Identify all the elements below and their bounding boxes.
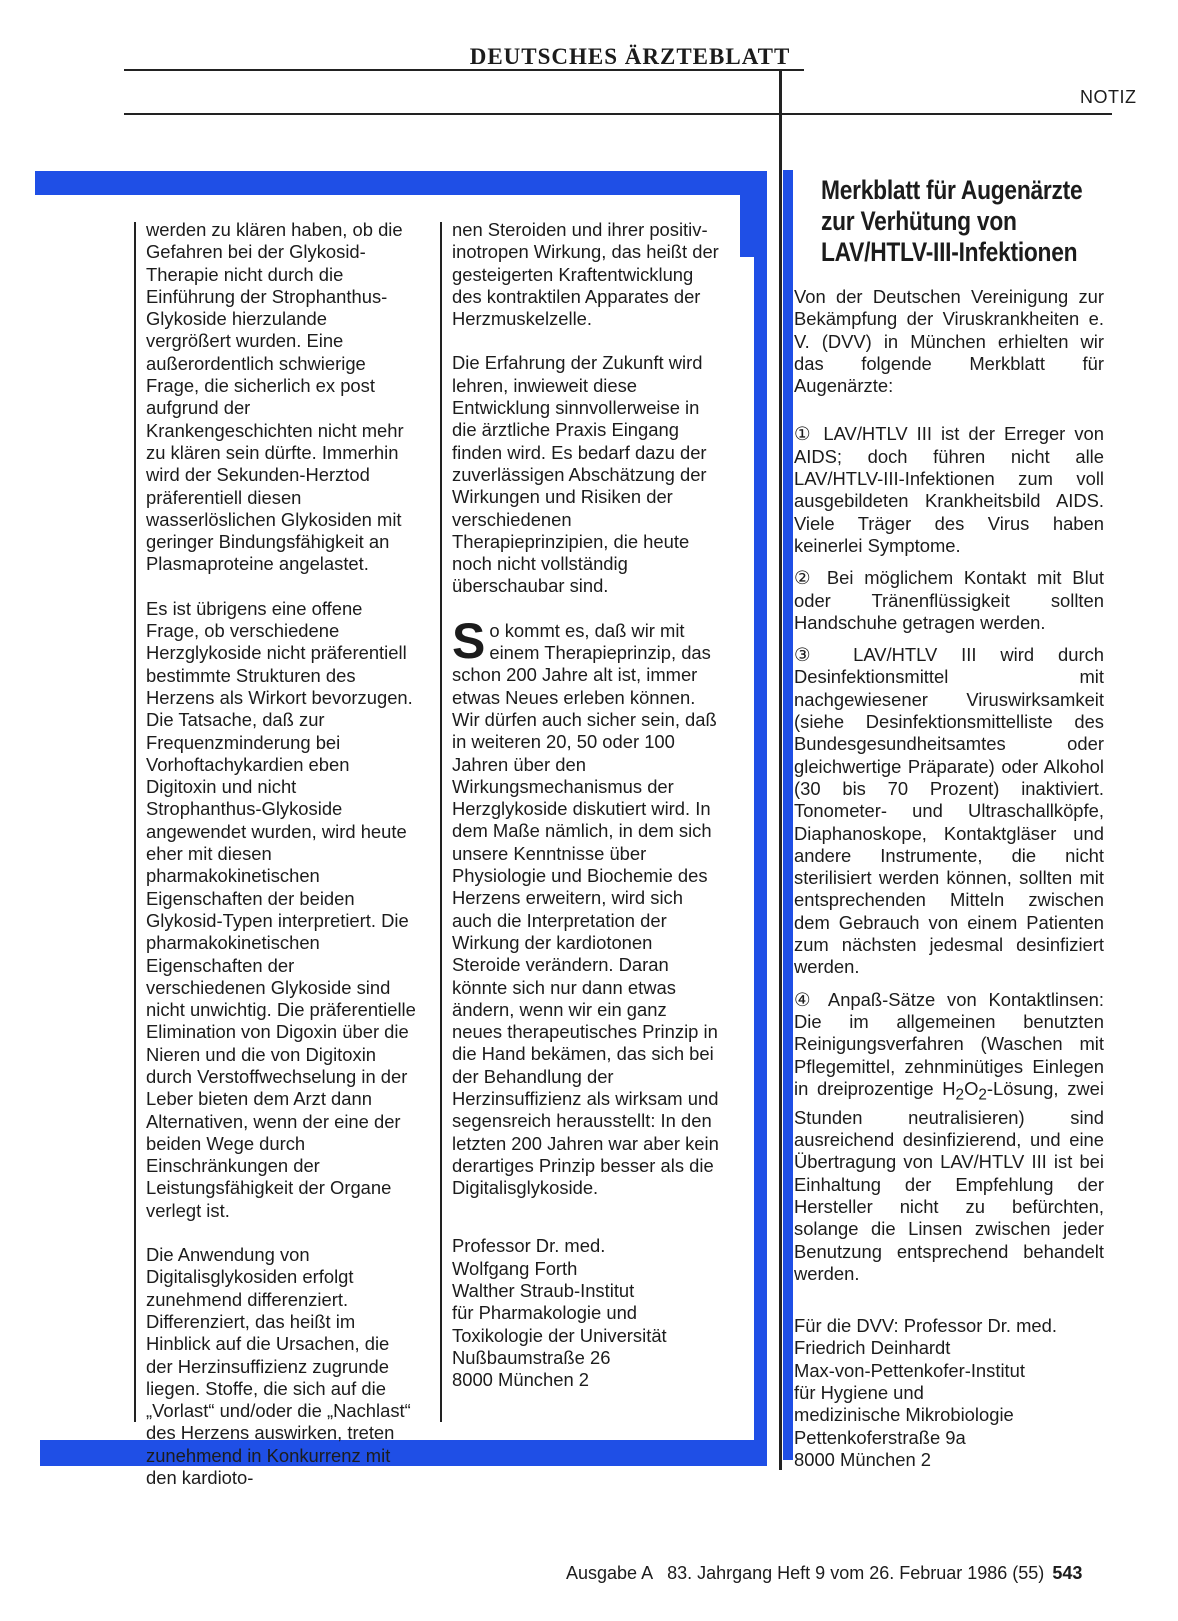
subscript: 2 — [978, 1086, 987, 1104]
paragraph: Die Erfahrung der Zukunft wird lehren, inwieweit diese Entwicklung sinnvollerweise in die ärztliche Praxis Eingang finden wird. Es bedarf dazu der zuverlässigen Abschätzung der Wirkungen und Risiken der verschiedenen Therapieprinzipien, die heute noch nicht vollständig überschaubar sind. — [452, 352, 707, 597]
signature-line: Pettenkoferstraße 9a — [794, 1426, 966, 1448]
sidebar-point-1: ① LAV/HTLV III ist der Erreger von AIDS; doch führen nicht alle LAV/HTLV-III-Infektionen zum voll ausgebildeten Krankheitsbild AIDS. Viele Träger des Virus haben keinerlei Symptome. — [794, 423, 1104, 556]
signature-line: 8000 München 2 — [794, 1448, 932, 1470]
author-line: für Pharmakologie und — [452, 1302, 638, 1324]
sidebar-body — [794, 286, 1104, 1471]
sidebar-point-4-text: O — [964, 1077, 979, 1099]
sidebar-point-4 — [794, 989, 1104, 1286]
paragraph: Es ist übrigens eine offene Frage, ob verschiedene Herzglykoside nicht präferentiell bestimmte Strukturen des Herzens als Wirkort bevorzugen. Die Tatsache, daß zur Frequenzminderung bei Vorhoftachykardien eben Digitoxin und nicht Strophanthus-Glykoside angewendet wurden, wird heute eher mit diesen pharmakokinetischen Eigenschaften der beiden Glykosid-Typen interpretiert. Die pharmakokinetischen Eigenschaften der verschiedenen Glykoside sind nicht unwichtig. Die präferentielle Elimination von Digoxin über die Nieren und die von Digitoxin durch Verstoffwechselung in der Leber bieten dem Arzt dann Alternativen, wenn der eine der beiden Wege durch Einschränkungen der Leistungsfähigkeit der Organe verlegt ist. — [146, 597, 416, 1221]
sidebar-title-line: Merkblatt für Augenärzte — [821, 175, 1083, 205]
dropcap-paragraph — [452, 612, 720, 1200]
paragraph: Die Anwendung von Digitalisglykosiden erfolgt zunehmend differenziert. Differenziert, das heißt im Hinblick auf die Ursachen, die der Herzinsuffizienz zugrunde liegen. Stoffe, die sich auf die „Vorlast“ und/oder die „Nachlast“ des Herzens auswirken, treten zunehmend in Konkurrenz mit den kardioto- — [146, 1244, 411, 1489]
author-line: Toxikologie der Universität — [452, 1324, 667, 1346]
sidebar-point-4-text: -Lösung, zwei Stunden neutralisieren) sind ausreichend desinfizierend, und eine Übertragung von LAV/HTLV III ist bei Einhaltung der Empfehlung der Hersteller nicht zu befürchten, solange die Linsen zwischen jeder Benutzung entsprechend behandelt werden. — [794, 1077, 1104, 1284]
sidebar-title-line: zur Verhütung von — [821, 206, 1017, 236]
middle-column-rule — [440, 222, 442, 1422]
left-column — [146, 219, 416, 1489]
sidebar-point-2: ② Bei möglichem Kontakt mit Blut oder Tränenflüssigkeit sollten Handschuhe getragen werden. — [794, 567, 1104, 633]
author-line: Professor Dr. med. — [452, 1235, 606, 1257]
header-rule — [124, 113, 1112, 115]
middle-column — [452, 219, 720, 1392]
author-block — [452, 1235, 720, 1391]
signature-line: Für die DVV: Professor Dr. med. — [794, 1315, 1057, 1337]
blue-bar-right-top — [740, 195, 767, 257]
signature-line: für Hygiene und — [794, 1382, 924, 1404]
subscript: 2 — [955, 1086, 965, 1104]
dropcap-paragraph-text: o kommt es, daß wir mit einem Therapieprinzip, das schon 200 Jahre alt ist, immer etwas Neues erleben können. Wir dürfen auch sicher sein, daß in weiteren 20, 50 oder 100 Jahren über den Wirkungsmechanismus der Herzglykoside diskutiert wird. In dem Maße nämlich, in dem sich unsere Kenntnisse über Physiologie und Biochemie des Herzens erweitern, wird sich auch die Interpretation der Wirkung der kardiotonen Steroide verändern. Daran könnte sich nur dann etwas ändern, wenn wir ein ganz neues therapeutisches Prinzip in die Hand bekämen, das sich bei der Behandlung der Herzinsuffizienz als wirksam und segensreich herausstellt: In den letzten 200 Jahren war aber kein derartiges Prinzip besser als die Digitalisglykoside. — [452, 619, 719, 1199]
signature-line: Friedrich Deinhardt — [794, 1337, 951, 1359]
left-column-rule — [134, 222, 136, 1422]
sidebar-signature — [794, 1315, 1104, 1471]
sidebar-title-line: LAV/HTLV-III-Infektionen — [821, 237, 1078, 267]
masthead-rule — [124, 69, 804, 71]
blue-bar-right — [754, 257, 767, 1440]
masthead: DEUTSCHES ÄRZTEBLATT — [469, 44, 791, 69]
author-line: Walther Straub-Institut — [452, 1280, 635, 1302]
blue-bar-top — [35, 171, 767, 195]
column-divider — [779, 70, 782, 1470]
section-label: NOTIZ — [1080, 87, 1137, 107]
author-line: Nußbaumstraße 26 — [452, 1346, 611, 1368]
sidebar-title — [821, 175, 1105, 268]
paragraph: nen Steroiden und ihrer positiv-inotropen Wirkung, das heißt der gesteigerten Kraftentwicklung des kontraktilen Apparates der Herzmuskelzelle. — [452, 219, 719, 330]
author-name: Wolfgang Forth — [452, 1257, 578, 1279]
blue-bar-far-right — [783, 170, 793, 1460]
signature-line: Max-von-Pettenkofer-Institut — [794, 1359, 1025, 1381]
sidebar-intro: Von der Deutschen Vereinigung zur Bekämpfung der Viruskrankheiten e. V. (DVV) in München erhielten wir das folgende Merkblatt für Augenärzte: — [794, 286, 1104, 397]
issue-info: Ausgabe A 83. Jahrgang Heft 9 vom 26. Februar 1986 (55) — [566, 1563, 1045, 1583]
signature-line: medizinische Mikrobiologie — [794, 1404, 1014, 1426]
paragraph: werden zu klären haben, ob die Gefahren bei der Glykosid-Therapie nicht durch die Einführung der Strophanthus-Glykoside hierzulande vergrößert wurden. Eine außerordentlich schwierige Frage, die sicherlich ex post aufgrund der Krankengeschichten nicht mehr zu klären sein dürfte. Immerhin wird der Sekunden-Herztod präferentiell diesen wasserlöslichen Glykosiden mit geringer Bindungsfähigkeit an Plasmaproteine angelastet. — [146, 219, 404, 575]
author-line: 8000 München 2 — [452, 1369, 590, 1391]
sidebar-point-3: ③ LAV/HTLV III wird durch Desinfektionsmittel mit nachgewiesener Viruswirksamkeit (siehe Desinfektionsmittelliste des Bundesgesundheitsamtes oder gleichwertige Präparate) oder Alkohol (30 bis 70 Prozent) inaktiviert. Tonometer- und Ultraschallköpfe, Diaphanoskope, Kontaktgläser und andere Instrumente, die nicht sterilisiert werden können, sollten mit entsprechenden Mitteln zwischen dem Gebrauch von einem Patienten zum nächsten jedesmal desinfiziert werden. — [794, 644, 1104, 978]
sidebar-point-4-text: ④ Anpaß-Sätze von Kontaktlinsen: Die im allgemeinen benutzten Reinigungsverfahren (Waschen mit Pflegemittel, zehnminütiges Einlegen in dreiprozentige H — [794, 988, 1104, 1099]
page-number: 543 — [1052, 1563, 1083, 1583]
footer — [566, 1563, 1082, 1584]
dropcap: S — [452, 612, 486, 669]
